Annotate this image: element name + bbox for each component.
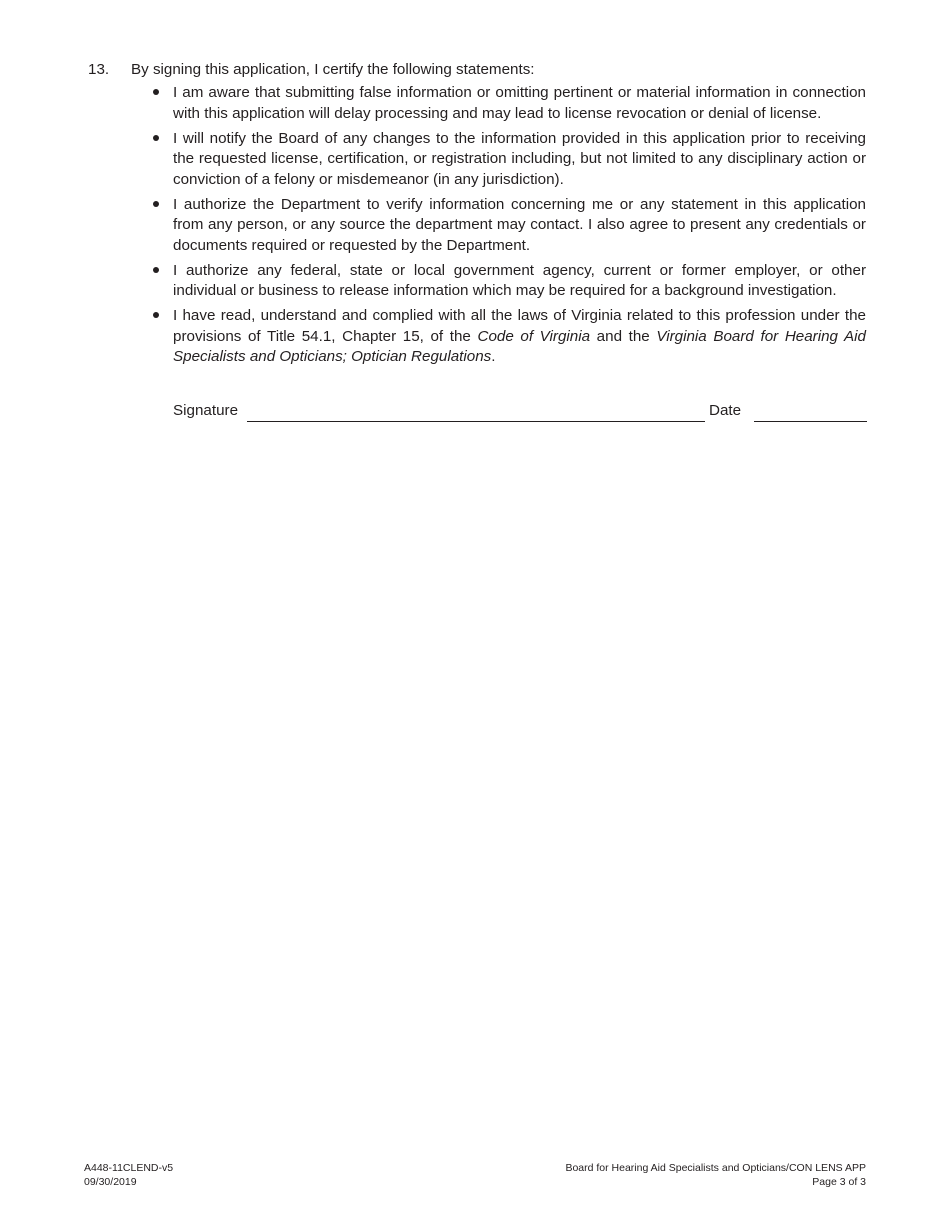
statement-text-after: .	[491, 348, 496, 365]
statement-laws-compliance	[152, 306, 866, 368]
form-date: 09/30/2019	[84, 1176, 137, 1188]
certification-intro: By signing this application, I certify the following statements:	[131, 61, 535, 78]
bullet-icon	[153, 89, 159, 95]
statement-notify-board	[152, 129, 866, 191]
statement-text: I will notify the Board of any changes to the information provided in this application prior to receiving the requested license, certification, or registration including, but not limited to any disciplinary action or conviction of a felony or misdemeanor (in any jurisdiction).	[173, 129, 866, 188]
statement-regulations-title: Virginia Board for Hearing Aid Specialists and Opticians; Optician Regulations	[173, 327, 866, 365]
signature-label: Signature	[173, 402, 239, 419]
statement-false-information	[152, 83, 866, 124]
bullet-icon	[153, 201, 159, 207]
signature-row	[173, 402, 867, 426]
statement-background-investigation	[152, 261, 866, 302]
statement-text: I am aware that submitting false information or omitting pertinent or material information in connection with this application will delay processing and may lead to license revocation or denial of license.	[173, 84, 866, 122]
bullet-icon	[153, 135, 159, 141]
signature-field[interactable]	[247, 421, 705, 422]
statement-authorize-verification	[152, 195, 866, 257]
bullet-icon	[153, 267, 159, 273]
bullet-icon	[153, 312, 159, 318]
date-field[interactable]	[754, 421, 867, 422]
statement-code-of-virginia: Code of Virginia	[477, 327, 591, 345]
certification-statements	[152, 83, 866, 372]
statement-text-middle: and the	[590, 327, 657, 345]
board-title: Board for Hearing Aid Specialists and Opticians/CON LENS APP	[565, 1162, 866, 1174]
date-label: Date	[709, 402, 742, 419]
statement-text: I authorize any federal, state or local government agency, current or former employer, or other individual or business to release information which may be required for a background investigation.	[173, 261, 866, 299]
form-id: A448-11CLEND-v5	[84, 1162, 174, 1174]
page-number: Page 3 of 3	[812, 1176, 866, 1188]
statement-text-before: I have read, understand and complied with all the laws of Virginia related to this profession under the provisions of Title 54.1, Chapter 15, of the	[173, 307, 866, 345]
footer-right	[565, 1161, 866, 1189]
footer-left	[84, 1161, 173, 1189]
item-number: 13.	[88, 61, 110, 78]
statement-text: I authorize the Department to verify information concerning me or any statement in this application from any person, or any source the department may contact. I also agree to present any credentials or documents required or requested by the Department.	[173, 195, 866, 254]
